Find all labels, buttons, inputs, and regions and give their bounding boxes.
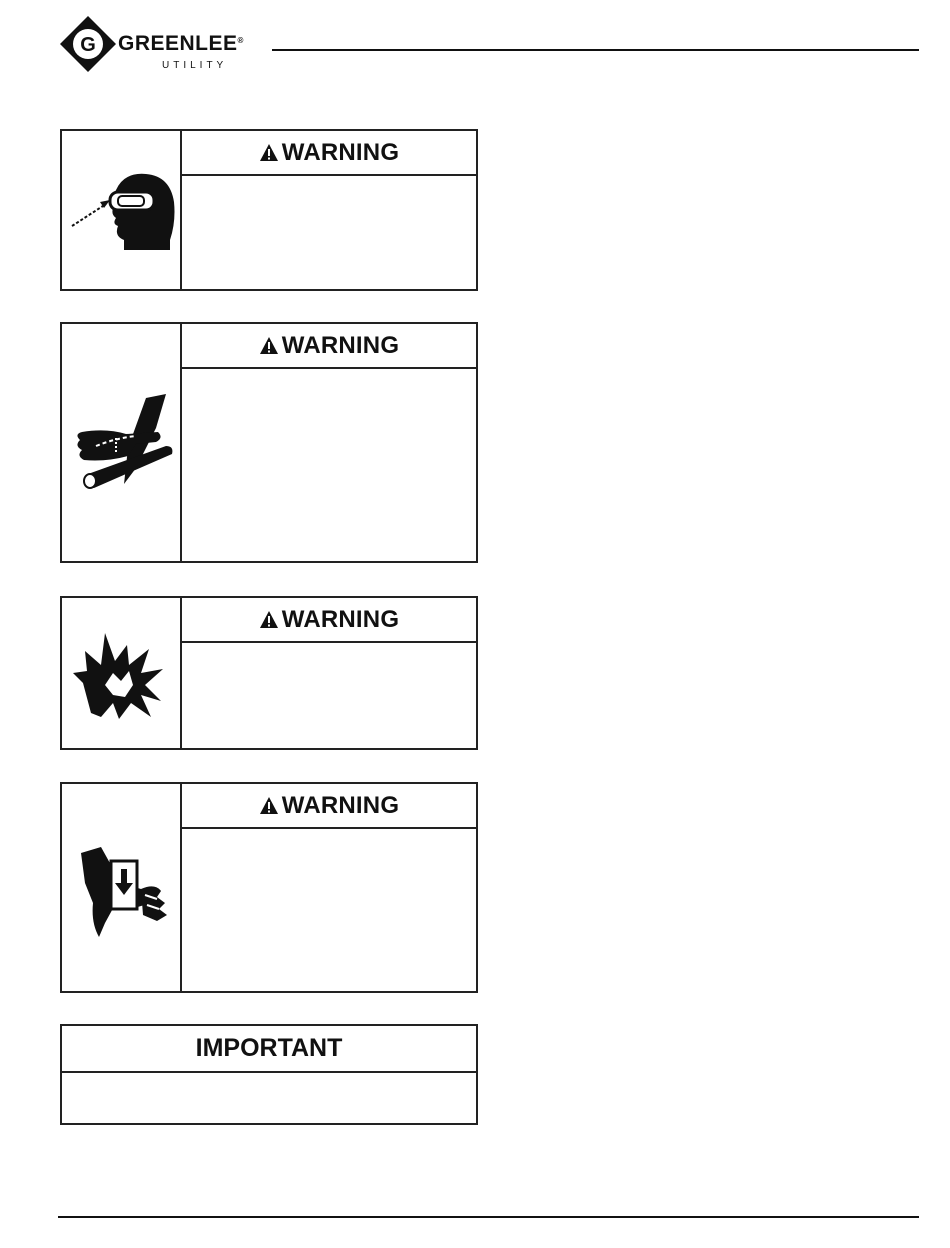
warning-box-injection [60,322,478,563]
svg-text:G: G [80,34,96,56]
explosion-icon [62,598,182,748]
alert-triangle-icon [259,610,279,629]
greenlee-logo [58,8,258,71]
warning-body [182,176,476,289]
crush-hand-icon [62,784,182,991]
warning-body [182,369,476,561]
warning-heading: WARNING [182,324,476,369]
warning-body [182,643,476,748]
logo-diamond-icon [58,14,118,74]
important-body [62,1073,476,1123]
warning-body [182,829,476,991]
fluid-injection-hand-icon [62,324,182,561]
warning-heading: WARNING [182,131,476,176]
eye-protection-icon [62,131,182,289]
brand-name: GREENLEE® [118,32,244,55]
alert-triangle-icon [259,796,279,815]
warning-box-eye [60,129,478,291]
important-heading: IMPORTANT [62,1026,476,1073]
warning-box-explosion [60,596,478,750]
alert-triangle-icon [259,143,279,162]
warning-box-crush [60,782,478,993]
alert-triangle-icon [259,336,279,355]
brand-sub: UTILITY [162,60,228,71]
warning-heading: WARNING [182,784,476,829]
warning-heading: WARNING [182,598,476,643]
footer-rule [58,1216,919,1218]
header-rule [272,49,919,51]
important-box [60,1024,478,1125]
